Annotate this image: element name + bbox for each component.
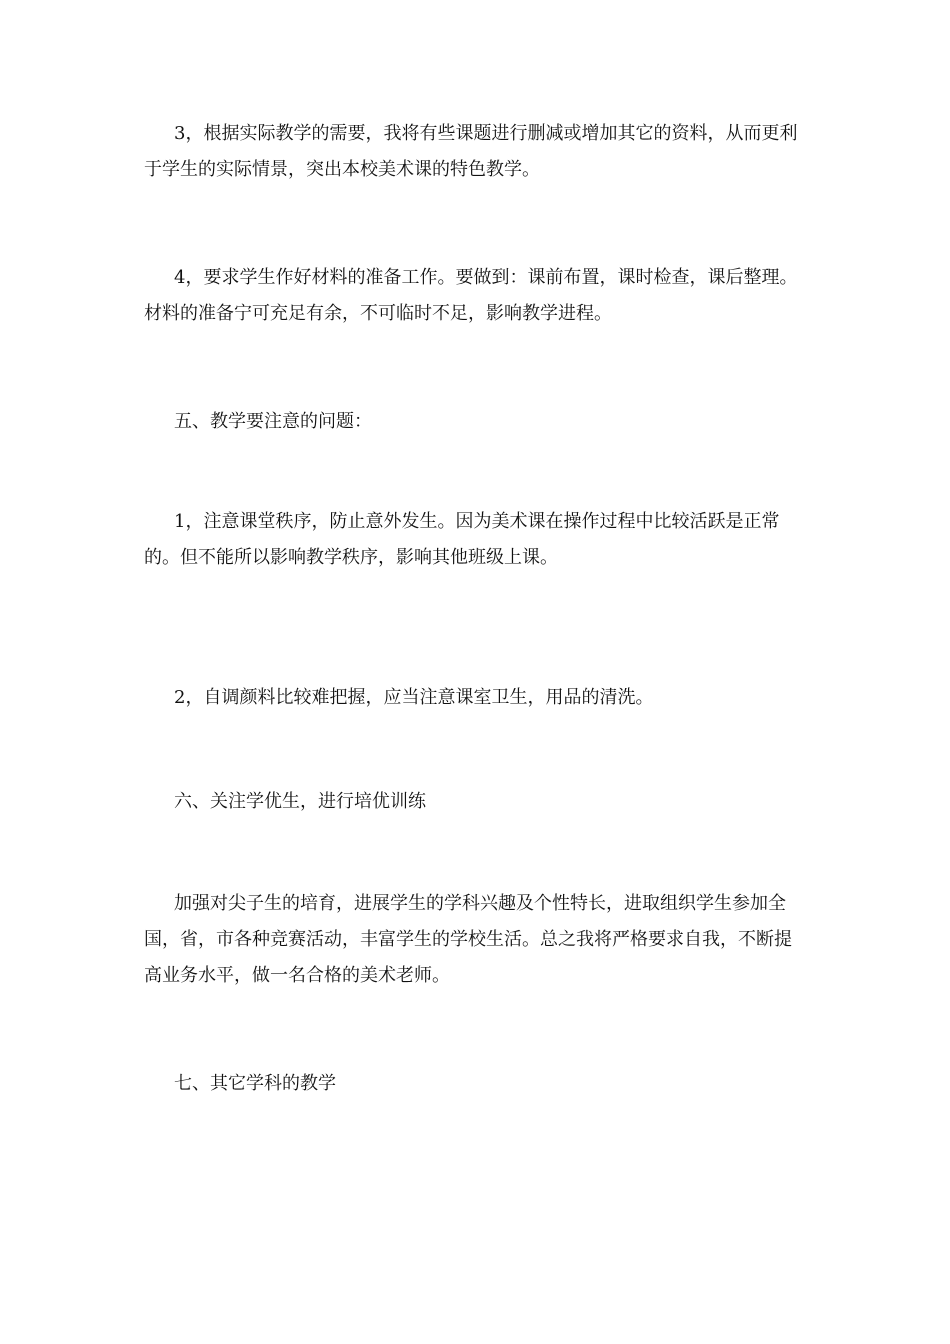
paragraph-materials-preparation: 4，要求学生作好材料的准备工作。要做到：课前布置，课时检查，课后整理。材料的准备宁可充足有余，不可临时不足，影响教学进程。 [144, 267, 798, 324]
paragraph-top-students-training: 加强对尖子生的培育，进展学生的学科兴趣及个性特长，进取组织学生参加全国，省，市各种竞赛活动，丰富学生的学校生活。总之我将严格要求自我，不断提高业务水平，做一名合格的美术老师。 [144, 893, 792, 986]
section-heading-other-subjects: 七、其它学科的教学 [174, 1073, 336, 1094]
paragraph-paint-hygiene: 2，自调颜料比较难把握，应当注意课室卫生，用品的清洗。 [174, 687, 654, 708]
section-heading-top-students: 六、关注学优生，进行培优训练 [174, 791, 426, 812]
paragraph-materials-adjustment: 3，根据实际教学的需要，我将有些课题进行删减或增加其它的资料，从而更利于学生的实际情景，突出本校美术课的特色教学。 [144, 123, 798, 180]
section-heading-teaching-issues: 五、教学要注意的问题： [174, 411, 372, 432]
paragraph-classroom-order: 1，注意课堂秩序，防止意外发生。因为美术课在操作过程中比较活跃是正常的。但不能所以影响教学秩序，影响其他班级上课。 [144, 511, 780, 568]
